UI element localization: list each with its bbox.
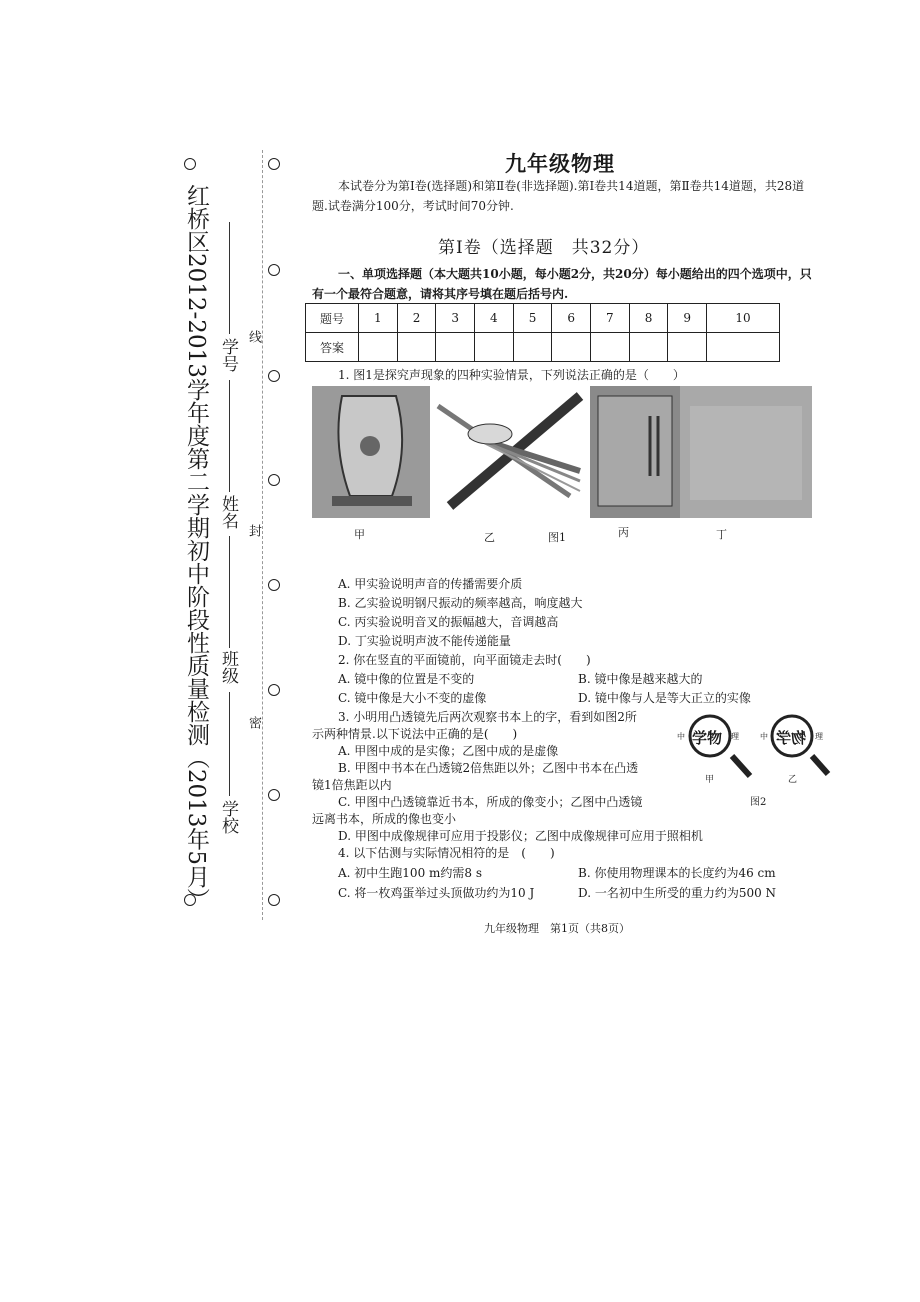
q1-option-d: D. 丁实验说明声波不能传递能量 [338,634,511,648]
figure1-photo-a [312,386,430,518]
question-number-cell: 8 [629,304,668,333]
figure1-caption-a: 甲 [354,528,365,541]
punch-hole [184,158,196,170]
answer-cell[interactable] [475,333,514,362]
q4-option-d: D. 一名初中生所受的重力约为500 N [578,886,777,900]
q3-option-a: A. 甲图中成的是实像；乙图中成的是虚像 [338,744,559,758]
exam-vertical-title: 红桥区2012-2013学年度第二学期初中阶段性质量检测（2013年5月） [183,184,209,912]
lens-a-side-left: 中 [677,732,685,741]
page-footer: 九年级物理 第1页（共8页） [484,922,630,935]
answer-cell[interactable] [668,333,707,362]
seal-dashed-line [262,150,263,920]
q4-stem: 4. 以下估测与实际情况相符的是 ( ) [338,846,555,860]
lens-a-caption: 甲 [705,775,715,785]
figure1-caption-b: 乙 [484,531,495,544]
punch-hole [268,474,280,486]
figure1-caption-d: 丁 [716,528,727,541]
question-number-cell: 1 [359,304,398,333]
q1-option-a: A. 甲实验说明声音的传播需要介质 [338,577,523,591]
figure1-caption-c: 丙 [618,526,629,539]
seal-seal-label: 封 [246,524,261,537]
field-class-blank[interactable] [229,536,230,648]
question-number-cell: 3 [436,304,475,333]
q2-option-c: C. 镜中像是大小不变的虚像 [338,691,487,705]
field-name-label: 姓名 [218,495,238,529]
figure1-label: 图1 [548,531,566,544]
figure1-photo-b [430,386,590,518]
field-school-label: 学校 [218,800,238,834]
punch-hole [268,370,280,382]
question-number-cell: 7 [591,304,630,333]
magnifier-handle [812,756,828,774]
lens-a-side-right: 理 [731,732,739,741]
magnifier-handle [732,756,750,776]
table-header-cell: 题号 [306,304,359,333]
q3-option-c-line2: 远离书本，所成的像也变小 [312,812,457,826]
exam-intro: 本试卷分为第Ⅰ卷(选择题)和第Ⅱ卷(非选择题).第Ⅰ卷共14道题，第Ⅱ卷共14道题，共28道题.试卷满分100分，考试时间70分钟. [312,179,805,213]
table-row [306,304,780,333]
answer-cell[interactable] [513,333,552,362]
answer-cell[interactable] [591,333,630,362]
figure1-photo-d [680,386,812,518]
q4-option-c: C. 将一枚鸡蛋举过头顶做功约为10 J [338,886,535,900]
field-name-blank[interactable] [229,380,230,492]
q3-option-b-line2: 镜1倍焦距以内 [312,778,392,792]
punch-hole [268,579,280,591]
candle-speaker-illustration [680,386,812,518]
lens-a-text: 学物 [692,729,723,747]
q3-option-b-line1: B. 甲图中书本在凸透镜2倍焦距以外；乙图中书本在凸透 [338,761,639,775]
table-header-cell: 答案 [306,333,359,362]
figure2-magnifiers [674,714,834,782]
table-row [306,333,780,362]
q2-option-b: B. 镜中像是越来越大的 [578,672,703,686]
answer-cell[interactable] [359,333,398,362]
question-number-cell: 10 [707,304,780,333]
q1-stem: 1. 图1是探究声现象的四种实验情景，下列说法正确的是（ ） [338,368,685,382]
q1-option-b: B. 乙实验说明钢尺振动的频率越高，响度越大 [338,596,583,610]
lens-b-side-left: 中 [760,732,768,741]
q3-option-d: D. 甲图中成像规律可应用于投影仪；乙图中成像规律可应用于照相机 [338,829,703,843]
punch-hole [268,789,280,801]
q4-option-a: A. 初中生跑100 m约需8 s [338,866,483,880]
lens-b-caption: 乙 [788,775,798,785]
punch-hole [268,264,280,276]
lens-b-side-right: 理 [815,732,823,741]
answer-cell[interactable] [552,333,591,362]
section-title: 第Ⅰ卷（选择题 共32分） [438,238,650,258]
q2-option-a: A. 镜中像的位置是不变的 [338,672,475,686]
tuning-fork-illustration [590,386,680,518]
q2-stem: 2. 你在竖直的平面镜前，向平面镜走去时( ) [338,653,591,667]
q2-option-d: D. 镜中像与人是等大正立的实像 [578,691,751,705]
field-student-id-label: 学号 [218,338,238,372]
field-school-blank[interactable] [229,692,230,796]
question-number-cell: 5 [513,304,552,333]
q3-option-c-line1: C. 甲图中凸透镜靠近书本，所成的像变小；乙图中凸透镜 [338,795,643,809]
answer-cell[interactable] [629,333,668,362]
field-class-label: 班级 [218,650,238,684]
ruler-vibration-illustration [430,386,590,518]
question-number-cell: 2 [397,304,436,333]
answer-cell[interactable] [397,333,436,362]
answer-cell[interactable] [707,333,780,362]
q1-option-c: C. 丙实验说明音叉的振幅越大，音调越高 [338,615,559,629]
section-instruction: 一、单项选择题（本大题共10小题，每小题2分，共20分）每小题给出的四个选项中，只有一个最符合题意，请将其序号填在题后括号内. [312,267,812,301]
question-number-cell: 9 [668,304,707,333]
figure2-label: 图2 [750,797,767,808]
page-title: 九年级物理 [505,151,615,176]
bell-jar-illustration [312,386,430,518]
question-number-cell: 6 [552,304,591,333]
answer-table [305,303,780,362]
figure1-photo-c [590,386,680,518]
answer-cell[interactable] [436,333,475,362]
punch-hole [268,684,280,696]
lens-b-text: 物学 [776,729,807,747]
q3-stem-line1: 3. 小明用凸透镜先后两次观察书本上的字，看到如图2所 [338,710,637,724]
punch-hole [268,158,280,170]
seal-secret-label: 密 [246,716,261,729]
q4-option-b: B. 你使用物理课本的长度约为46 cm [578,866,776,880]
field-student-id-blank[interactable] [229,222,230,334]
question-number-cell: 4 [475,304,514,333]
seal-line-label: 线 [246,330,261,343]
punch-hole [268,894,280,906]
q3-stem-line2: 示两种情景.以下说法中正确的是( ) [312,727,518,741]
